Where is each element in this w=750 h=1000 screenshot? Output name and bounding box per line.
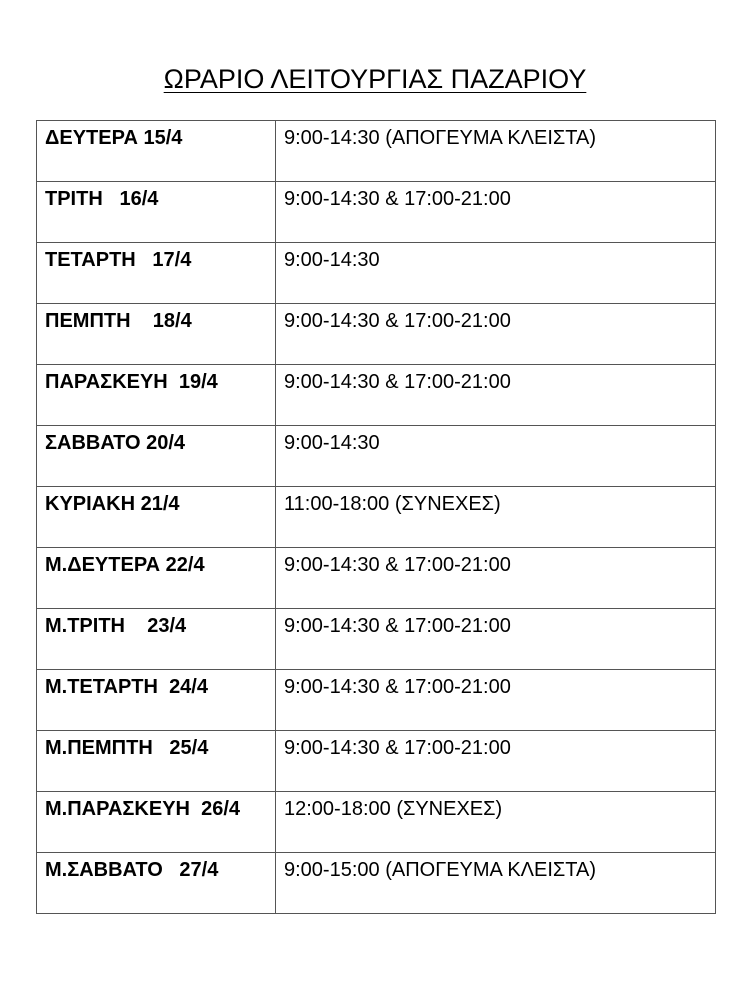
table-row [37,792,716,853]
day-label: Μ.ΣΑΒΒΑΤΟ 27/4 [45,859,219,881]
hours-cell [276,670,716,731]
hours-cell [276,487,716,548]
table-row [37,548,716,609]
hours-label: 9:00-15:00 (ΑΠΟΓΕΥΜΑ ΚΛΕΙΣΤΑ) [284,859,597,881]
hours-label: 9:00-14:30 & 17:00-21:00 [284,554,511,576]
table-row [37,182,716,243]
hours-cell [276,121,716,182]
day-cell [37,670,276,731]
hours-label: 9:00-14:30 [284,432,380,454]
day-label: Μ.ΤΕΤΑΡΤΗ 24/4 [45,676,208,698]
hours-label: 9:00-14:30 & 17:00-21:00 [284,188,511,210]
day-cell [37,121,276,182]
hours-cell [276,365,716,426]
hours-cell [276,243,716,304]
table-row [37,426,716,487]
hours-cell [276,426,716,487]
day-label: Μ.ΠΕΜΠΤΗ 25/4 [45,737,209,759]
table-row [37,853,716,914]
hours-label: 9:00-14:30 & 17:00-21:00 [284,676,511,698]
hours-cell [276,548,716,609]
day-cell [37,853,276,914]
hours-label: 12:00-18:00 (ΣΥΝΕΧΕΣ) [284,798,503,820]
day-label: Μ.ΤΡΙΤΗ 23/4 [45,615,187,637]
day-cell [37,609,276,670]
hours-label: 9:00-14:30 [284,249,380,271]
day-cell [37,487,276,548]
hours-label: 9:00-14:30 & 17:00-21:00 [284,737,511,759]
day-label: ΤΕΤΑΡΤΗ 17/4 [45,249,192,271]
day-cell [37,792,276,853]
hours-label: 9:00-14:30 & 17:00-21:00 [284,371,511,393]
hours-label: 9:00-14:30 (ΑΠΟΓΕΥΜΑ ΚΛΕΙΣΤΑ) [284,127,597,149]
day-cell [37,182,276,243]
day-cell [37,731,276,792]
table-row [37,609,716,670]
day-label: ΠΑΡΑΣΚΕΥΗ 19/4 [45,371,218,393]
day-cell [37,426,276,487]
table-row [37,121,716,182]
day-label: Μ.ΠΑΡΑΣΚΕΥΗ 26/4 [45,798,241,820]
table-row [37,304,716,365]
table-row [37,365,716,426]
table-row [37,731,716,792]
day-cell [37,243,276,304]
schedule-table [36,120,716,914]
day-label: ΤΡΙΤΗ 16/4 [45,188,159,210]
hours-cell [276,853,716,914]
table-row [37,670,716,731]
day-cell [37,365,276,426]
table-row [37,487,716,548]
day-label: ΣΑΒΒΑΤΟ 20/4 [45,432,186,454]
hours-label: 9:00-14:30 & 17:00-21:00 [284,310,511,332]
day-label: Μ.ΔΕΥΤΕΡΑ 22/4 [45,554,205,576]
page-title: ΩΡΑΡΙΟ ΛΕΙΤΟΥΡΓΙΑΣ ΠΑΖΑΡΙΟΥ [163,64,587,94]
day-label: ΔΕΥΤΕΡΑ 15/4 [45,127,183,149]
hours-cell [276,731,716,792]
day-label: ΚΥΡΙΑΚΗ 21/4 [45,493,180,515]
hours-cell [276,792,716,853]
day-cell [37,548,276,609]
hours-label: 9:00-14:30 & 17:00-21:00 [284,615,511,637]
table-row [37,243,716,304]
day-cell [37,304,276,365]
hours-cell [276,182,716,243]
hours-cell [276,609,716,670]
day-label: ΠΕΜΠΤΗ 18/4 [45,310,192,332]
hours-label: 11:00-18:00 (ΣΥΝΕΧΕΣ) [284,493,501,515]
hours-cell [276,304,716,365]
